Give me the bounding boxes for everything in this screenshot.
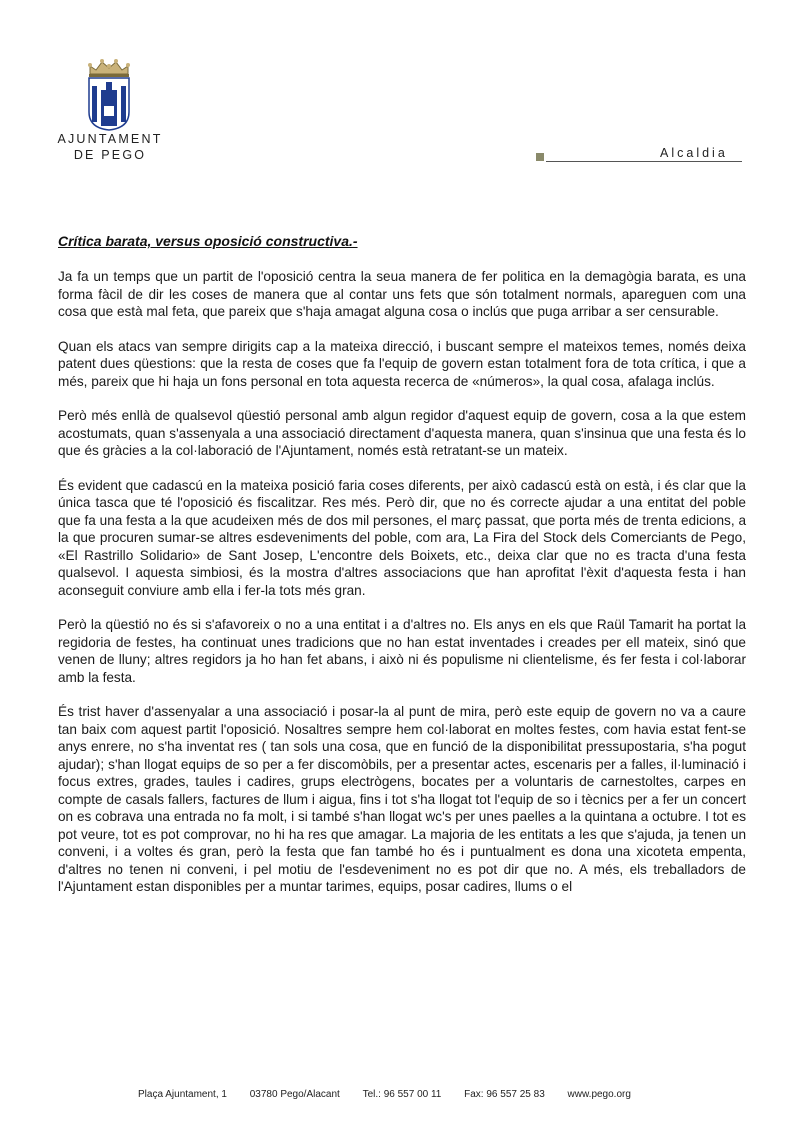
paragraph: És trist haver d'assenyalar a una associació i posar-la al punt de mira, però este equip de govern no va a caure tan baix com aquest partit l'oposició. Nosaltres sempre hem col·laborat en moltes festes, com havia estat fent-se anys enrere, no s'ha inventat res ( tan sols una cosa, que en funció de la disponibilitat pressupostaria, s'ha pogut ajudar); s'han llogat equips de so per a fer discomòbils, per a presentar actes, escenaris per a falles, il·luminació i focus extres, grades, taules i cadires, grups electrògens, bocates per a voluntaris de carnestoltes, carpes en compte de casals fallers, factures de llum i aigua, fins i tot s'ha llogat tot l'equip de so i tècnics per a fer un concert on es cobrava una entrada no fa molt, i si també s'han llogat wc's per unes paelles a la quintana a octubre. I tot es pot veure, tot es pot comprovar, no hi ha res que amagar. La majoria de les entitats a les que s'ajuda, ja tenen un conveni, i a voltes és gran, però la festa que fan també ho és i puntualment es dona una xicoteta empenta, d'altres no tenen ni conveni, i pel motiu de l'esdeveniment no es pot dir que no. A més, els treballadors de l'Ajuntament estan disponibles per a muntar tarimes, equips, posar cadires, llums o el xyxy=(58,704,746,894)
footer-website: www.pego.org xyxy=(567,1089,631,1100)
header-divider xyxy=(546,161,742,162)
document-title: Crítica barata, versus oposició constructiva.- xyxy=(58,233,358,249)
department-marker xyxy=(536,153,544,161)
footer-phone: Tel.: 96 557 00 11 xyxy=(362,1089,442,1100)
footer-postal: 03780 Pego/Alacant xyxy=(249,1089,340,1100)
paragraph: Però més enllà de qualsevol qüestió personal amb algun regidor d'aquest equip de govern, cosa a la que estem acostumats, quan s'assenyala a una associació directament d'aquesta manera, quan s'insinua que una festa és lo que és gràcies a la col·laboració de l'Ajuntament, només està retratant-se un mateix. xyxy=(58,408,746,458)
organization-name xyxy=(56,131,164,163)
document-body xyxy=(58,268,746,913)
footer-address: Plaça Ajuntament, 1 xyxy=(138,1089,227,1100)
organization-name-line1: AJUNTAMENT xyxy=(57,132,163,146)
department-label: Alcaldia xyxy=(660,146,728,160)
paragraph: Ja fa un temps que un partit de l'oposició centra la seua manera de fer politica en la demagògia barata, es una forma fàcil de dir les coses de manera que al contar uns fets que són totalment normals, apareguen com una cosa que està mal feta, que pareix que s'haja amagat alguna cosa o inclús que puga arribar a ser censurable. xyxy=(58,269,746,319)
footer-fax: Fax: 96 557 25 83 xyxy=(464,1089,545,1100)
paragraph: Però la qüestió no és si s'afavoreix o no a una entitat i a d'altres no. Els anys en els que Raül Tamarit ha portat la regidoria de festes, ha continuat unes tradicions que no han estat inventades i creades per ell mateix, sinó que venen de lluny; altres regidors ja ho han fet abans, i això ni és populisme ni clientelisme, és fer festa i col·laborar amb la festa. xyxy=(58,617,746,685)
page-footer xyxy=(138,1089,698,1100)
paragraph: Quan els atacs van sempre dirigits cap a la mateixa direcció, i buscant sempre el mateixos temes, només deixa patent dues qüestions: que la resta de coses que fa l'equip de govern estan totalment fora de tota crítica, i que a més, pareix que hi haja un fons personal en tota aquesta recerca de «números», la qual cosa, afalaga inclús. xyxy=(58,338,746,389)
paragraph: És evident que cadascú en la mateixa posició faria coses diferents, per això cadascú està on està, i és clar que la única tasca que té l'oposició és fiscalitzar. Res més. Però dir, que no és correcte ajudar a una entitat del poble que fa una festa a la que acudeixen més de dos mil persones, el març passat, que porta més de trenta edicions, a la que procuren sumar-se altres esdeveniments del poble, com ara, La Fira del Stock dels Comerciants de Pego, «El Rastrillo Solidario» de Sant Josep, L'encontre dels Boixets, etc., deixa clar que no es tracta d'una festa qualsevol. I aquesta simbiosi, és la mostra d'altres associacions que han aprofitat l'èxit d'aquesta festa i han aconseguit conviure amb ella i fer-la tots més gran. xyxy=(58,477,746,598)
coat-of-arms-icon xyxy=(84,56,134,132)
organization-name-line2: DE PEGO xyxy=(73,148,147,162)
